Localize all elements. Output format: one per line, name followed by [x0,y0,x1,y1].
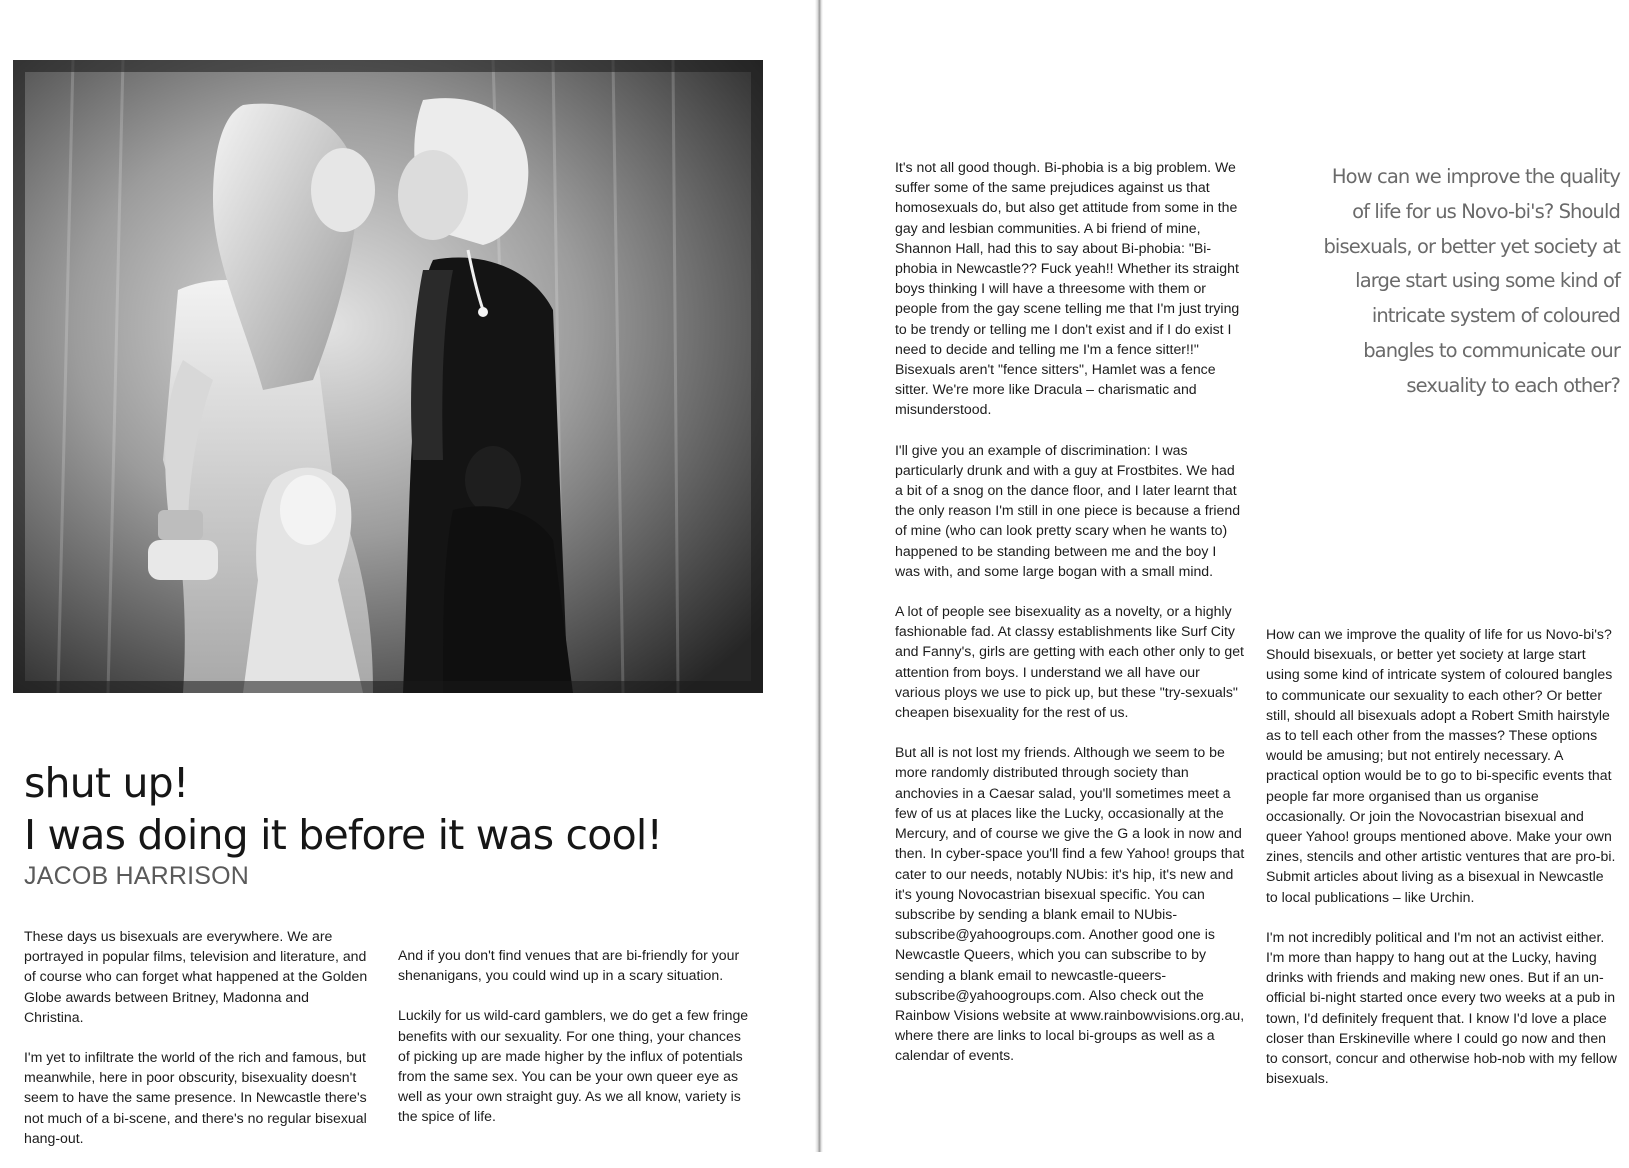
paragraph: A lot of people see bisexuality as a novelty, or a highly fashionable fad. At classy establishments like Surf City and Fanny's, girls are getting with each other only to get attention from boys. I understand we all have our various ploys we use to pick up, but these "try-sexuals" cheapen bisexuality for the rest of us. [895,603,1244,721]
text-column-4 [1266,624,1618,1108]
text-column-3 [895,157,1245,1086]
pull-quote: How can we improve the quality of life for us Novo-bi's? Should bisexuals, or better yet society at large start using some kind of intricate system of coloured bangles to communicate our sexuality to each other? [1323,165,1620,397]
paragraph: And if you don't find venues that are bi-friendly for your shenanigans, you could wind up in a scary situation. [398,947,740,984]
paragraph: Luckily for us wild-card gamblers, we do get a few fringe benefits with our sexuality. For one thing, your chances of picking up are made higher by the influx of potentials from the same sex. You can be your own queer eye as well as your own straight guy. As we all know, variety is the spice of life. [398,1007,749,1125]
paragraph: It's not all good though. Bi-phobia is a big problem. We suffer some of the same prejudices against us that homosexuals do, but also get attitude from some in the gay and lesbian communities. A bi friend of mine, Shannon Hall, had this to say about Bi-phobia: "Bi-phobia in Newcastle?? Fuck yeah!! Whether its straight boys thinking I will have a threesome with them or people from the gay scene telling me that I'm just trying to be trendy or telling me I don't exist and if I do exist I need to decide and telling me I'm a fence sitter!!" Bisexuals aren't "fence sitters", Hamlet was a fence sitter. We're more like Dracula – charismatic and misunderstood. [895,159,1240,418]
paragraph: I'm yet to infiltrate the world of the rich and famous, but meanwhile, here in poor obscurity, bisexuality doesn't seem to have the same presence. In Newcastle there's not much of a bi-scene, and there's no regular bisexual hang-out. [24,1049,367,1146]
photo-two-women-kissing-icon [13,60,763,693]
text-column-2 [398,945,750,1147]
headline-line-2: I was doing it before it was cool! [24,811,663,859]
page-gutter [815,0,823,1152]
paragraph: These days us bisexuals are everywhere. We are portrayed in popular films, television and literature, and of course who can forget what happened at the Golden Globe awards between Britney, Madonna and Christina. [24,928,368,1025]
article-photo [13,60,763,693]
article-headline [24,757,784,861]
paragraph: I'll give you an example of discrimination: I was particularly drunk and with a guy at Frostbites. We had a bit of a snog on the dance floor, and I later learnt that the only reason I'm still in one piece is because a friend of mine (who can look pretty scary when he wants to) happened to be standing between me and the boy I was with, and some large bogan with a small mind. [895,441,1241,579]
headline-line-1: shut up! [24,759,189,807]
author-byline: JACOB HARRISON [24,862,250,890]
text-column-1 [24,926,372,1168]
paragraph: But all is not lost my friends. Although we seem to be more randomly distributed through society than anchovies in a Caesar salad, you'll sometimes meet a few of us at places like the Lucky, occasionally at the Mercury, and of course we give the G a look in now and then. In cyber-space you'll find a few Yahoo! groups that cater to our needs, notably NUbis: it's hip, it's new and it's young Novocastrian bisexual specific. You can subscribe by sending a blank email to NUbis-subscribe@yahoogroups.com. Another good one is Newcastle Queers, which you can subscribe to by sending a blank email to newcastle-queers-subscribe@yahoogroups.com. Also check out the Rainbow Visions website at www.rainbowvisions.org.au, where there are links to local bi-groups as well as a calendar of events. [895,744,1245,1064]
paragraph: How can we improve the quality of life for us Novo-bi's? Should bisexuals, or better yet society at large start using some kind of intricate system of coloured bangles to communicate our sexuality to each other? Or better still, should all bisexuals adopt a Robert Smith hairstyle as to tell each other from the masses? These options would be amusing; but not entirely necessary. A practical option would be to go to bi-specific events that people far more organised than us organise occasionally. Or join the Novocastrian bisexual and queer Yahoo! groups mentioned above. Make your own zines, stencils and other artistic ventures that are pro-bi. Submit articles about living as a bisexual in Newcastle to local publications – like Urchin. [1266,626,1616,905]
paragraph: I'm not incredibly political and I'm not an activist either. I'm more than happy to hang out at the Lucky, having drinks with friends and making new ones. But if an un-official bi-night started once every two weeks at a pub in town, I'd definitely frequent that. I know I'd love a place closer than Erskineville where I could go now and then to consort, concur and otherwise hob-nob with my fellow bisexuals. [1266,928,1617,1087]
